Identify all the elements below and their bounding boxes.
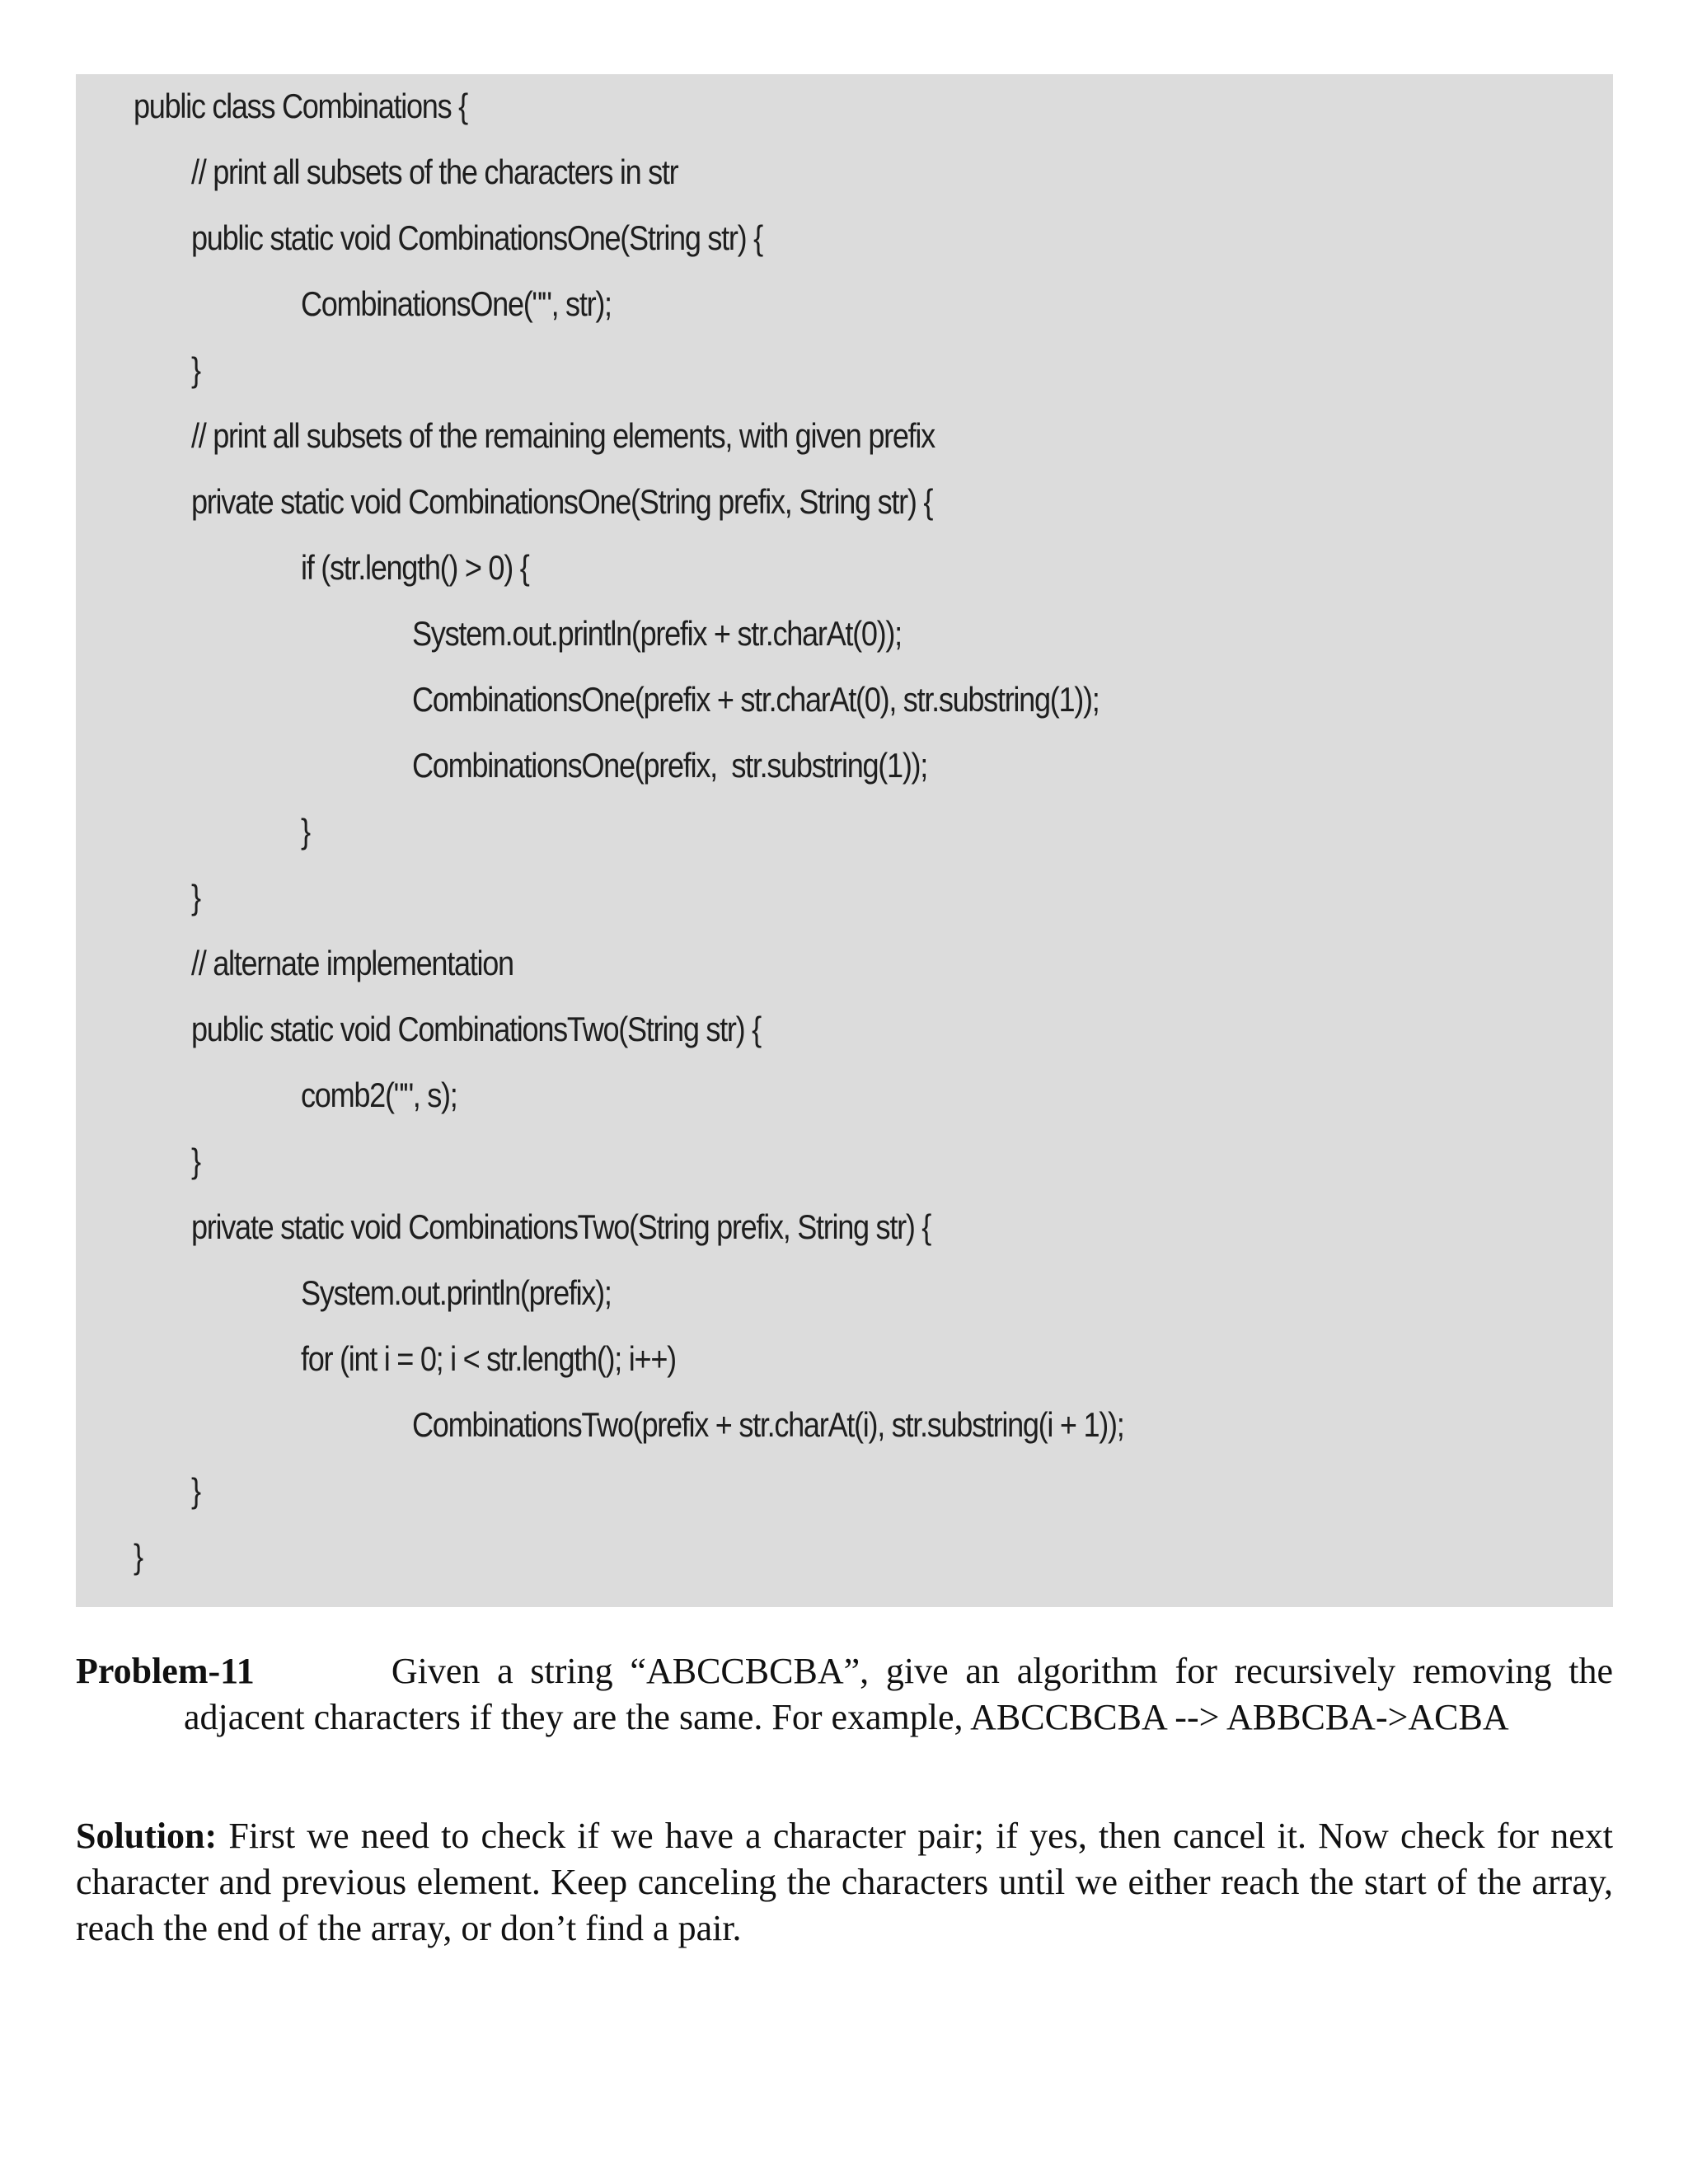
code-line: CombinationsOne(prefix, str.substring(1)); (412, 746, 928, 785)
code-line: } (191, 1471, 200, 1510)
solution-label: Solution: (76, 1816, 218, 1856)
problem-text-rest: adjacent characters if they are the same. For example, ABCCBCBA --> ABBCBA->ACBA (184, 1697, 1509, 1737)
code-line: private static void CombinationsTwo(String prefix, String str) { (191, 1207, 931, 1246)
code-line: if (str.length() > 0) { (301, 548, 529, 587)
code-line: CombinationsTwo(prefix + str.charAt(i), str.substring(i + 1)); (412, 1405, 1124, 1444)
code-line: System.out.println(prefix); (301, 1273, 612, 1312)
code-line: } (191, 350, 200, 389)
solution-text: First we need to check if we have a character pair; if yes, then cancel it. Now check for next character and previous element. Keep canceling the characters until we either reach the start of the array, reach the end of the array, or don’t find a pair. (76, 1816, 1614, 1948)
problem-statement (76, 1648, 1613, 1741)
code-line: public class Combinations { (134, 87, 467, 125)
code-line: public static void CombinationsOne(String str) { (191, 218, 762, 257)
code-line: CombinationsOne("", str); (301, 284, 612, 323)
code-line: } (301, 812, 310, 851)
code-line: // print all subsets of the characters in str (191, 152, 678, 191)
code-listing (76, 74, 1613, 1607)
code-line: CombinationsOne(prefix + str.charAt(0), str.substring(1)); (412, 680, 1100, 719)
solution-paragraph (76, 1813, 1613, 1952)
problem-text-line1: Given a string “ABCCBCBA”, give an algorithm for recursively removing the (391, 1651, 1613, 1691)
problem-label: Problem-11 (76, 1651, 255, 1691)
code-line: System.out.println(prefix + str.charAt(0)); (412, 614, 902, 653)
code-line: } (191, 878, 200, 916)
problem-first-line (76, 1648, 1613, 1694)
code-line: // print all subsets of the remaining elements, with given prefix (191, 416, 935, 455)
code-line: comb2("", s); (301, 1076, 457, 1114)
code-line: } (191, 1141, 200, 1180)
code-line: for (int i = 0; i < str.length(); i++) (301, 1339, 676, 1378)
code-line: private static void CombinationsOne(String prefix, String str) { (191, 482, 933, 521)
code-line: } (134, 1537, 143, 1576)
code-line: // alternate implementation (191, 944, 513, 982)
code-line: public static void CombinationsTwo(String str) { (191, 1010, 761, 1048)
